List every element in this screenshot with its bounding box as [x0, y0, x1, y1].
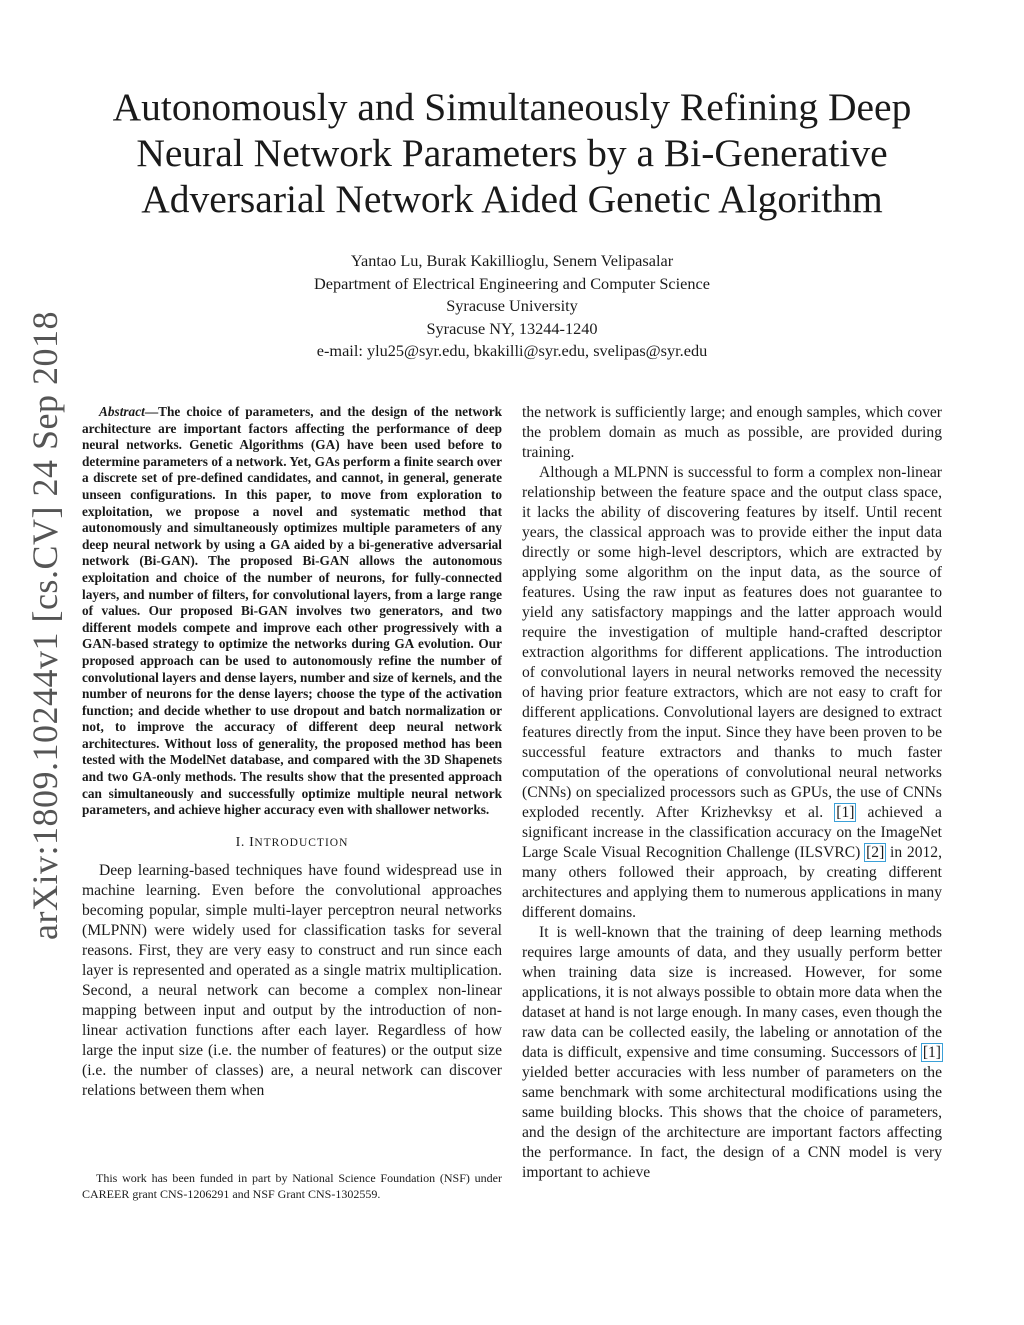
- paragraph-text: yielded better accuracies with less number of parameters on the same benchmark with some architectural modifications using the same building blocks. This shows that the choice of parameters, and the design of the architecture are important factors affecting the performance. In fact, the design of a CNN model is very important to achieve: [522, 1064, 942, 1181]
- intro-paragraph-1: Deep learning-based techniques have found widespread use in machine learning. Even before the convolutional approaches becoming popular, simple multi-layer perceptron neural networks (MLPNN) were widely used for classification tasks for several reasons. First, they are very easy to construct and run since each layer is represented and operated as a single matrix multiplication. Second, a neural network can become a complex non-linear mapping between input and output by the introduction of non-linear activation functions after each layer. Regardless of how large the input size (i.e. the number of features) or the output size (i.e. the number of classes) are, a neural network can discover relations between them when: [82, 861, 502, 1099]
- right-column: [522, 403, 942, 1183]
- section-first-letter: I: [249, 834, 255, 850]
- section-numeral: I.: [235, 834, 245, 850]
- abstract-dash: —: [144, 404, 159, 419]
- author-university: Syracuse University: [446, 296, 578, 315]
- title-line: Autonomously and Simultaneously Refining Deep: [112, 85, 912, 129]
- intro-paragraph-continued: the network is sufficiently large; and enough samples, which cover the problem domain as much as possible, are provided during training.: [522, 404, 942, 461]
- citation-link[interactable]: [2]: [866, 844, 885, 861]
- funding-footnote: This work has been funded in part by National Science Foundation (NSF) under CAREER grant CNS-1206291 and NSF Grant CNS-1302559.: [82, 1171, 502, 1201]
- left-column: [82, 404, 502, 1101]
- abstract-text: The choice of parameters, and the design of the network architecture are important factors affecting the performance of deep neural networks. Genetic Algorithms (GA) have been used before to determine parameters of a network. Yet, GAs perform a finite search over a discrete set of pre-defined candidates, and cannot, in general, generate unseen configurations. In this paper, to move from exploration to exploitation, we propose a novel and systematic method that autonomously and simultaneously optimizes multiple parameters of any deep neural network by using a GA aided by a bi-generative adversarial network (Bi-GAN). The proposed Bi-GAN allows the autonomous exploitation and choice of the number of neurons, for fully-connected layers, and number of filters, for convolutional layers, from a large range of values. Our proposed Bi-GAN involves two generators, and two different models compete and improve each other progressively with a GAN-based strategy to optimize the networks during GA evolution. Our proposed approach can be used to autonomously refine the number of convolutional layers and dense layers, number and size of kernels, and the number of neurons for the dense layers; choose the type of the activation function; and decide whether to use dropout and batch normalization or not, to improve the accuracy of different deep neural network architectures. Without loss of generality, the proposed method has been tested with the ModelNet database, and compared with the 3D Shapenets and two GA-only methods. The results show that the presented approach can simultaneously and successfully optimize multiple neural network parameters, and achieve higher accuracy even with shallower networks.: [82, 404, 502, 818]
- author-address: Syracuse NY, 13244-1240: [426, 318, 598, 338]
- abstract-label: Abstract: [99, 404, 145, 419]
- author-names: Yantao Lu, Burak Kakillioglu, Senem Velipasalar: [350, 251, 674, 270]
- author-department: Department of Electrical Engineering and Computer Science: [313, 273, 711, 293]
- author-block: [200, 250, 824, 363]
- section-title-rest: NTRODUCTION: [254, 836, 349, 849]
- section-heading-introduction: [82, 835, 502, 851]
- citation-link[interactable]: [1]: [836, 804, 855, 821]
- title-line: Adversarial Network Aided Genetic Algorithm: [141, 177, 883, 221]
- author-email: e-mail: ylu25@syr.edu, bkakilli@syr.edu, svelipas@syr.edu: [316, 341, 708, 360]
- intro-paragraph-3: [522, 923, 942, 1183]
- paragraph-text: in 2012, many others followed their approach, by creating different architectures and applying them to numerous applications in many different domains.: [522, 844, 942, 921]
- paper-title: [80, 84, 944, 222]
- paragraph-text: achieved a significant increase in the classification accuracy on the ImageNet Large Scale Visual Recognition Challenge (ILSVRC): [522, 804, 942, 861]
- title-line: Neural Network Parameters by a Bi-Generative: [136, 131, 888, 175]
- arxiv-identifier-stamp: arXiv:1809.10244v1 [cs.CV] 24 Sep 2018: [25, 311, 65, 940]
- paragraph-text: It is well-known that the training of deep learning methods requires large amounts of data, and they usually perform better when training data size is increased. However, for some applications, it is not always possible to obtain more data when the dataset at hand is not large enough. In many cases, even though the raw data can be collected easily, the labeling or annotation of the data is difficult, expensive and time consuming. Successors of: [522, 924, 942, 1061]
- abstract: [82, 404, 502, 819]
- paragraph-text: Although a MLPNN is successful to form a complex non-linear relationship between the feature space and the output class space, it lacks the ability of discovering features by itself. Until recent years, the classical approach was to provide either the input data directly or some high-level descriptors, which are extracted by applying some algorithm on the input data, as the source of features. Using the raw input as features does not guarantee to yield any satisfactory mappings and the latter approach would require the investigation of multiple hand-crafted descriptor extraction algorithms for different applications. The introduction of convolutional layers in neural networks removed the necessity of having prior feature extractors, which are not easy to craft for different applications. Convolutional layers are designed to extract features directly from the input. Since they have been proven to be successful feature extractors and thanks to much faster computation of the operations of convolutional neural networks (CNNs) on specialized processors such as GPUs, the use of CNNs exploded recently. After Krizhevksy et al.: [522, 464, 942, 821]
- intro-paragraph-2: [522, 463, 942, 923]
- citation-link[interactable]: [1]: [922, 1044, 941, 1061]
